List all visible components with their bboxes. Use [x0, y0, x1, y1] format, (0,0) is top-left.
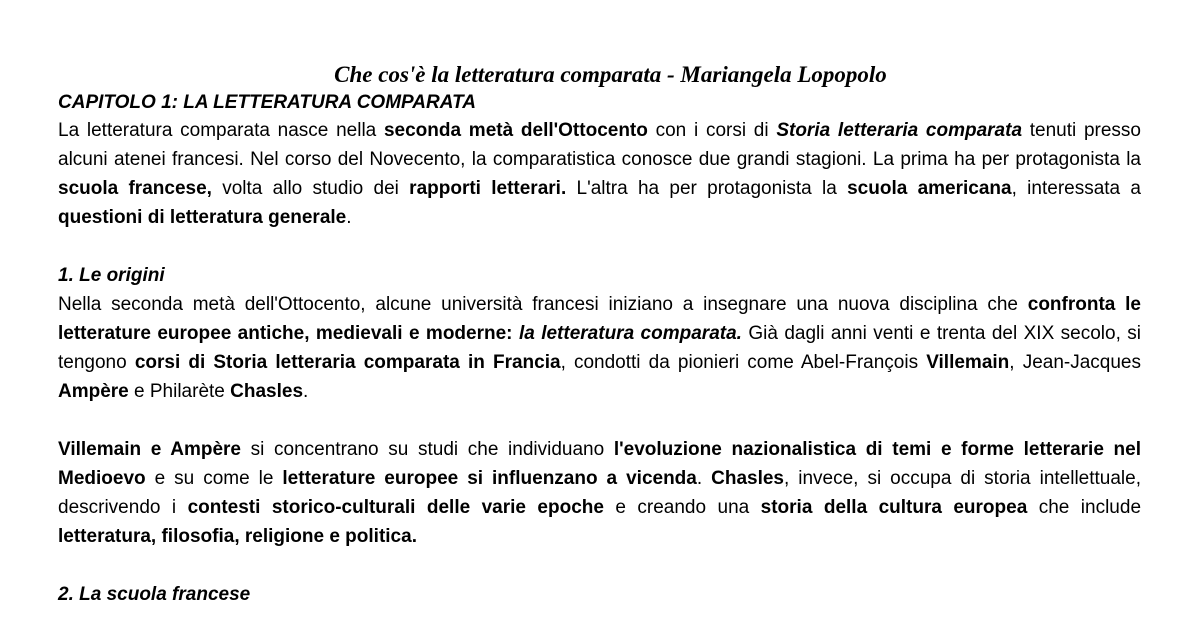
text-run: . — [696, 468, 712, 489]
text-run: L'altra ha per protagonista la — [566, 178, 848, 199]
text-run: la letteratura comparata. — [518, 323, 742, 344]
text-run: confronta le letterature europee antiche, medievali e moderne: — [58, 294, 1141, 344]
text-run: scuola americana — [847, 178, 1012, 199]
document-page — [58, 60, 1141, 609]
text-run: scuola francese, — [58, 178, 212, 199]
spacer — [58, 551, 1141, 580]
text-run: Storia letteraria comparata — [776, 120, 1023, 141]
text-run: , Jean-Jacques — [1009, 352, 1142, 373]
text-run: storia della cultura europea — [760, 497, 1028, 518]
text-run: . — [303, 381, 309, 402]
section-heading-origins: 1. Le origini — [58, 265, 165, 286]
text-run: l'evoluzione nazionalistica di temi e forme letterarie nel Medioevo — [58, 439, 1141, 489]
text-run: contesti storico-culturali delle varie epoche — [187, 497, 604, 518]
spacer — [58, 406, 1141, 435]
text-run: Nella seconda metà dell'Ottocento, alcune università francesi iniziano a insegnare una nuova disciplina che — [58, 294, 1028, 315]
text-run: letteratura, filosofia, religione e politica. — [58, 526, 417, 547]
text-run: tenuti presso alcuni atenei francesi. Nel corso del Novecento, la comparatistica conosce due grandi stagioni. La prima ha per protagonista la — [58, 120, 1141, 170]
origins-paragraph-1 — [58, 290, 1141, 406]
text-run: rapporti letterari. — [409, 178, 567, 199]
text-run: questioni di letteratura generale — [58, 207, 347, 228]
text-run: con i corsi di — [647, 120, 777, 141]
origins-paragraph-2 — [58, 435, 1141, 551]
text-run: seconda metà dell'Ottocento — [383, 120, 648, 141]
text-run: , interessata a — [1011, 178, 1141, 199]
text-run: che include — [1027, 497, 1142, 518]
text-run: Chasles — [230, 381, 304, 402]
text-run: , condotti da pionieri come Abel-François — [560, 352, 927, 373]
text-run: letterature europee si influenzano a vicenda — [282, 468, 697, 489]
text-run: e Philarète — [128, 381, 231, 402]
text-run: corsi di Storia letteraria comparata in Francia — [134, 352, 561, 373]
document-title: Che cos'è la letteratura comparata - Mariangela Lopopolo — [334, 62, 887, 87]
chapter-heading: CAPITOLO 1: LA LETTERATURA COMPARATA — [58, 92, 476, 113]
text-run: Chasles — [711, 468, 784, 489]
section-heading-french-school: 2. La scuola francese — [58, 584, 251, 605]
text-run: Villemain e Ampère — [58, 439, 241, 460]
text-run: Villemain — [926, 352, 1010, 373]
text-run: , invece, si occupa di storia intellettuale, descrivendo i — [58, 468, 1141, 518]
text-run: e creando una — [603, 497, 761, 518]
text-run: La letteratura comparata nasce nella — [58, 120, 384, 141]
text-run: . — [346, 207, 352, 228]
text-run: Ampère — [58, 381, 129, 402]
text-run: volta allo studio dei — [211, 178, 410, 199]
text-run: si concentrano su studi che individuano — [241, 439, 614, 460]
spacer — [58, 232, 1141, 261]
text-run: e su come le — [145, 468, 283, 489]
intro-paragraph — [58, 116, 1141, 232]
text-run: Già dagli anni venti e trenta del XIX secolo, si tengono — [58, 323, 1142, 373]
